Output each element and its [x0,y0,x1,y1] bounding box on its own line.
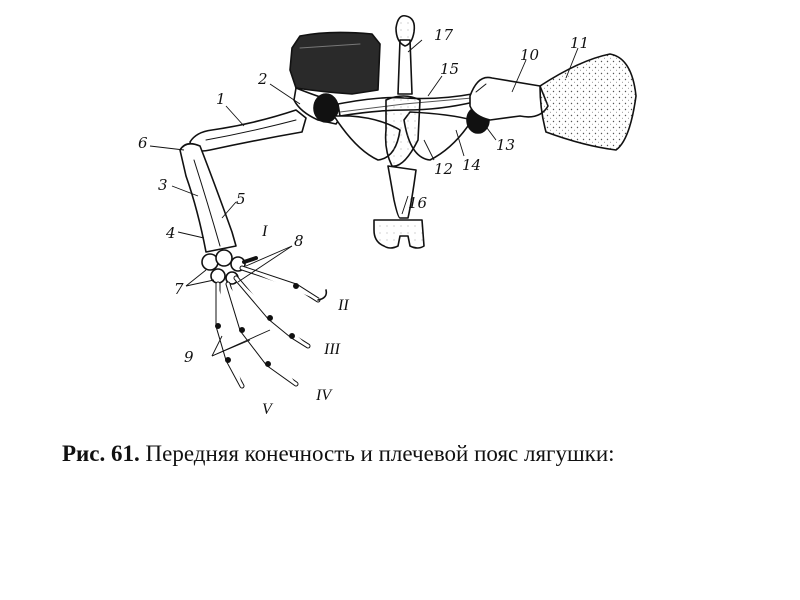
caption-number: Рис. 61. [62,441,140,466]
label-15: 15 [440,60,460,78]
label-13: 13 [496,136,516,154]
label-2: 2 [258,70,268,88]
label-digit-III: III [324,341,340,358]
left-suprascapula [290,32,380,94]
label-12: 12 [434,160,454,178]
label-7: 7 [174,280,184,298]
humerus [190,110,306,151]
radioulna [180,144,236,252]
label-8: 8 [294,232,304,250]
label-digit-IV: IV [316,387,332,404]
label-11: 11 [570,34,590,52]
label-10: 10 [520,46,540,64]
figure-caption [62,441,782,467]
label-17: 17 [434,26,454,44]
label-5: 5 [236,190,246,208]
label-6: 6 [138,134,148,152]
right-suprascapula [540,54,636,150]
label-digit-V: V [262,401,272,418]
label-digit-II: II [338,297,349,314]
label-3: 3 [158,176,168,194]
label-4: 4 [166,224,176,242]
label-1: 1 [216,90,226,108]
label-14: 14 [462,156,482,174]
label-digit-I: I [262,223,268,240]
label-9: 9 [184,348,194,366]
right-scapula [467,77,548,133]
label-16: 16 [408,194,428,212]
caption-text: Передняя конечность и плечевой пояс лягушки: [145,441,615,466]
